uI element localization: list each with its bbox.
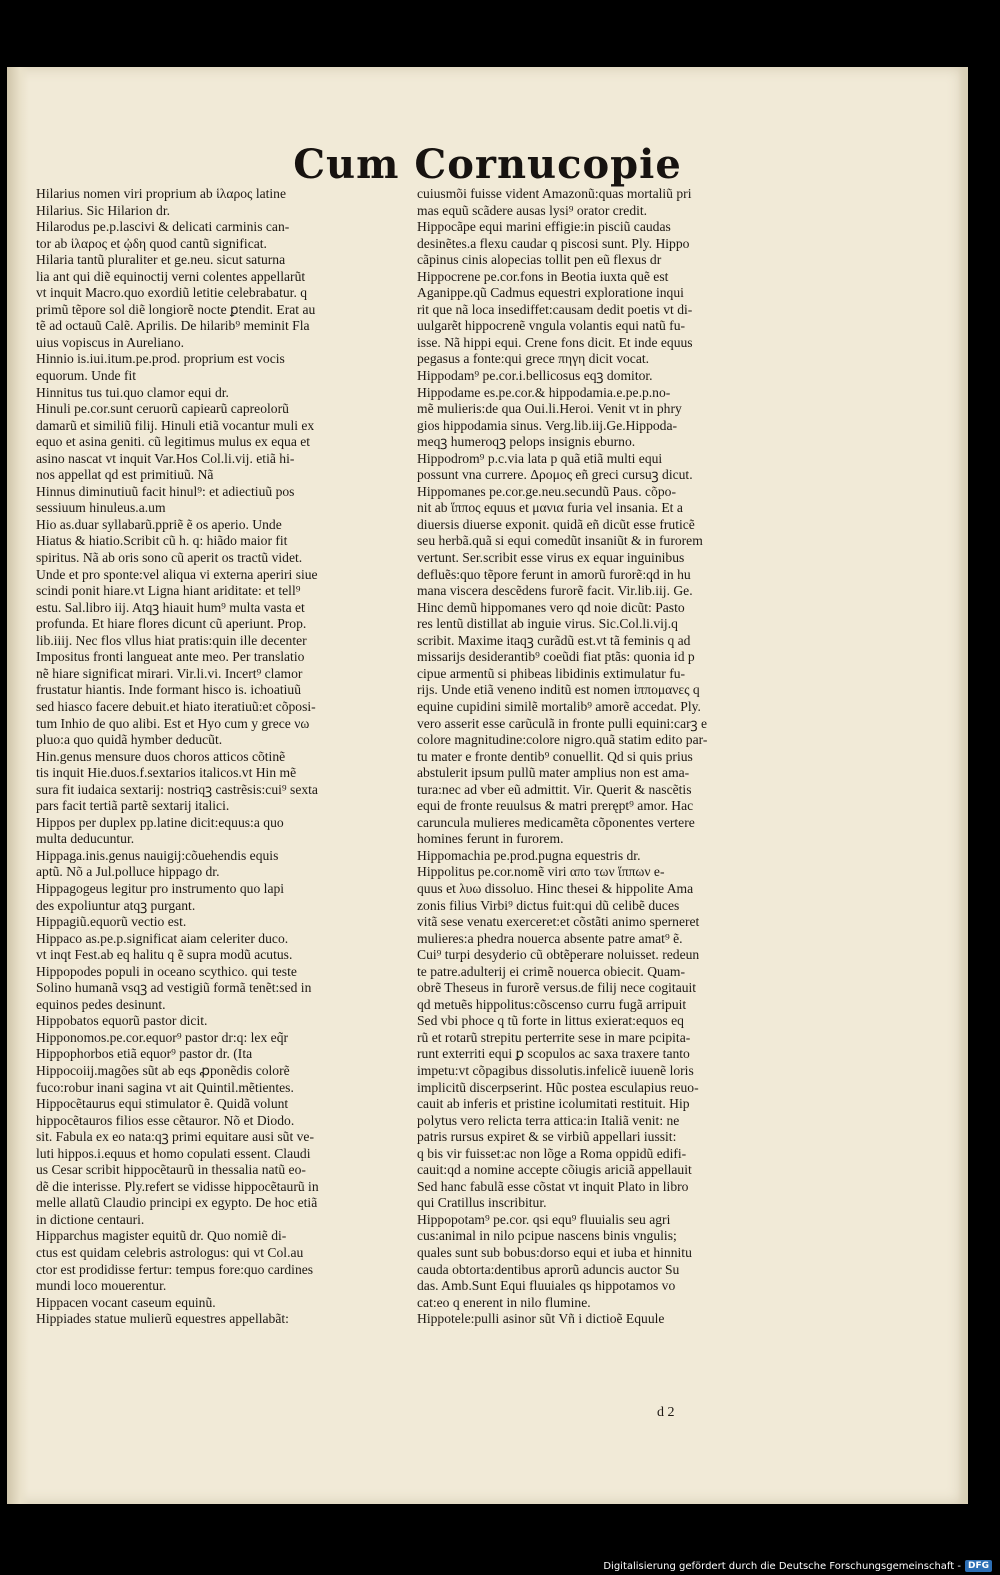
text-line: scindi ponit hiare.vt Ligna hiant ariditate: et tell⁹ (36, 583, 301, 599)
text-line: diuersis diuerse exponit. quidã eñ dicũt esse fruticẽ (417, 516, 695, 532)
text-line: in dictione centauri. (36, 1211, 145, 1227)
text-line: Unde et pro sponte:vel aliqua vi externa aperiri siue (36, 566, 318, 582)
text-line: Hippodame es.pe.cor.& hippodamia.e.pe.p.no- (417, 384, 671, 400)
text-line: cat:eo q enerent in nilo flumine. (417, 1294, 591, 1310)
text-line: asino nascat vt inquit Var.Hos Col.li.vij. etiã hi- (36, 450, 295, 466)
text-line: Hippacen vocant caseum equinũ. (36, 1294, 216, 1310)
left-column (36, 186, 396, 1328)
text-line: Hilaria tantũ pluraliter et ge.neu. sicut saturna (36, 252, 286, 268)
text-line: equinos pedes desinunt. (36, 996, 166, 1012)
text-line: caruncula mulieres medicamẽta cõponentes vertere (417, 814, 695, 830)
text-line: Hippomanes pe.cor.ge.neu.secundũ Paus. cõpo- (417, 483, 676, 499)
text-line: lia ant qui diẽ equinoctij verni colentes appellarũt (36, 268, 306, 284)
text-line: Hinnitus tus tui.quo clamor equi dr. (36, 384, 229, 400)
text-line: Hippodrom⁹ p.c.via lata p quã etiã multi equi (417, 450, 663, 466)
text-line: gios hippodamia sinus. Verg.lib.iij.Ge.Hippoda- (417, 417, 678, 433)
text-line: Hippocẽtaurus equi stimulator ẽ. Quidã volunt (36, 1096, 289, 1112)
text-line: mana viscera descẽdens furorẽ facit. Vir.lib.iij. Ge. (417, 583, 693, 599)
text-line: sed hiasco facere debuit.et hiato iteratiuũ:et cõposi- (36, 698, 316, 714)
text-line: vitã sese venatu exerceret:et cõstãti animo sperneret (417, 914, 700, 930)
text-line: Hiatus & hiatio.Scribit cũ h. q: hiãdo maior fit (36, 533, 288, 549)
text-line: Hipparchus magister equitũ dr. Quo nomiẽ di- (36, 1228, 287, 1244)
text-line: Hippopotam⁹ pe.cor. qsi equ⁹ fluuialis seu agri (417, 1211, 671, 1227)
text-line: hippocẽtauros filios esse cẽtauror. Nõ et Diodo. (36, 1112, 295, 1128)
dfg-logo: DFG (965, 1560, 992, 1572)
text-line: Hipponomos.pe.cor.equor⁹ pastor dr:q: lex eq̃r (36, 1029, 289, 1045)
text-line: Hio as.duar syllabarũ.ppriẽ ẽ os aperio. Unde (36, 516, 282, 532)
text-line: Hippobatos equorũ pastor dicit. (36, 1013, 208, 1029)
text-line: quus et λυω dissoluo. Hinc thesei & hippolite Ama (417, 880, 694, 896)
text-line: profunda. Et hiare flores dicunt cũ aperiunt. Prop. (36, 616, 307, 632)
text-line: sura fit iudaica sextarij: nostriqꝫ castrẽsis:cui⁹ sexta (36, 781, 318, 797)
text-line: pluo:a quo quidã hymber deducũt. (36, 732, 223, 748)
text-line: Solino humanã vsqꝫ ad vestigiũ formã tenẽt:sed in (36, 980, 312, 996)
text-line: rijs. Unde etiã veneno inditũ est nomen ἱππομανες q (417, 682, 700, 698)
text-line: mas equũ scãdere ausas lysi⁹ orator credit. (417, 202, 648, 218)
text-line: qd metuẽs hippolitus:cõscenso curru fugã arripuit (417, 996, 687, 1012)
text-line: runt exterriti equi ꝑ scopulos ac saxa traxere tanto (417, 1046, 690, 1062)
text-line: Hinc demũ hippomanes vero qd noie dicũt: Pasto (417, 599, 685, 615)
text-line: Hinnio is.iui.itum.pe.prod. proprium est vocis (36, 351, 285, 367)
text-line: ctor est prodidisse fertur: tempus fore:quo cardines (36, 1261, 314, 1277)
text-line: tor ab ἱλαρος et ᾠδη quod cantũ significat. (36, 235, 267, 251)
text-line: Hippotele:pulli asinor sũt Vñ i dictioẽ Equule (417, 1311, 665, 1327)
text-line: Hippopodes populi in oceano scythico. qui teste (36, 963, 297, 979)
text-line: Hippiades statue mulierũ equestres appellabãt: (36, 1311, 289, 1327)
text-line: vt inquit Macro.quo exordiũ letitie celebrabatur. q (36, 285, 308, 301)
text-line: fuco:robur inani sagina vt ait Quintil.mẽtientes. (36, 1079, 294, 1095)
text-line: melle allatũ Claudio principi ex egypto. De hoc etiã (36, 1195, 318, 1211)
book-page (7, 67, 968, 1504)
text-line: nit ab ἵππος equus et μανια furia vel insania. Et a (417, 500, 683, 516)
text-line: quales sunt sub bobus:dorso equi et iuba et hinnitu (417, 1245, 692, 1260)
text-line: impetu:vt cõpagibus dissolutis.infelicẽ iuuenẽ loris (417, 1062, 694, 1078)
text-line: obrẽ Theseus in furorẽ versus.de filij nece cogitauit (417, 980, 697, 996)
text-line: ctus est quidam celebris astrologus: qui vt Col.au (36, 1245, 304, 1260)
text-line: mulieres:a phedra nouerca absente patre amat⁹ ẽ. (417, 930, 683, 946)
text-line: Impositus fronti langueat ante meo. Per translatio (36, 649, 305, 665)
text-line: q bis vir fuisset:ac non lõge a Roma oppidũ edifi- (417, 1145, 687, 1161)
text-line: pegasus a fonte:qui grece πηγη dicit vocat. (417, 351, 650, 367)
text-line: tẽ ad octauũ Calẽ. Aprilis. De hilarib⁹ meminit Fla (36, 318, 310, 334)
text-line: uulgarẽt hippocrenẽ vngula volantis equi natũ fu- (417, 318, 686, 334)
text-line: Sed hanc fabulã esse cõstat vt inquit Plato in libro (417, 1178, 689, 1194)
text-line: defluẽs:quo tẽpore ferunt in amorũ furorẽ:qd in hu (417, 566, 691, 582)
text-line: Hippaco as.pe.p.significat aiam celeriter duco. (36, 930, 289, 946)
text-line: cauda obtorta:dentibus aprorũ aduncis auctor Su (417, 1261, 680, 1277)
footer-text: Digitalisierung gefördert durch die Deutsche Forschungsgemeinschaft - (603, 1560, 961, 1572)
text-line: rit que nã loca insediffet:causam dedit poetis vt di- (417, 301, 693, 317)
text-line: possunt vna currere. Δρομος eñ greci cursuꝫ dicut. (417, 467, 693, 483)
text-line: Sed vbi phoce q tũ forte in littus exierat:equos eq (417, 1013, 684, 1029)
text-line: nos appellat qd est primitiuũ. Nã (36, 467, 214, 483)
text-line: spiritus. Nã ab oris sono cũ aperit os tractũ videt. (36, 550, 303, 566)
text-line: res lentũ distillat ab inguie virus. Sic.Col.li.vij.q (417, 616, 678, 632)
text-line: missarijs desiderantib⁹ coeũdi fiat ptãs: quonia id p (417, 649, 695, 665)
text-line: Aganippe.qũ Cadmus equestri exploratione inqui (417, 285, 684, 301)
text-line: meqꝫ humeroqꝫ pelops insignis eburno. (417, 434, 636, 450)
text-line: aptũ. Nõ a Jul.polluce hippago dr. (36, 864, 220, 880)
text-line: des expoliuntur atqꝫ purgant. (36, 897, 196, 913)
text-line: rũ et rotarũ strepitu perterrite sese in mare pcipita- (417, 1029, 691, 1045)
text-line: tum Inhio de quo alibi. Est et Hyo cum y grece νω (36, 715, 310, 731)
text-line: Hippodam⁹ pe.cor.i.bellicosus eqꝫ domitor. (417, 368, 653, 384)
text-line: cuiusmõi fuisse vident Amazonũ:quas mortaliũ pri (417, 186, 692, 201)
text-line: cipue armentũ si phibeas libidinis extimulatur fu- (417, 665, 686, 681)
text-line: dẽ die interisse. Ply.refert se vidisse hippocẽtaurũ in (36, 1178, 319, 1194)
text-line: Hippomachia pe.prod.pugna equestris dr. (417, 847, 641, 863)
text-line: estu. Sal.libro iij. Atqꝫ hiauit hum⁹ multa vasta et (36, 599, 305, 615)
text-line: desinẽtes.a flexu caudar q piscosi sunt. Ply. Hippo (417, 235, 690, 251)
text-line: zonis filius Virbi⁹ dictus fuit:qui dũ celibẽ duces (417, 897, 680, 913)
text-line: cauit:qd a nomine accepte cõiugis ariciã appellauit (417, 1162, 692, 1178)
text-line: lib.iiij. Nec flos vllus hiat pratis:quin ille decenter (36, 632, 307, 648)
text-line: uius vopiscus in Aureliano. (36, 334, 185, 350)
text-line: isse. Nã hippi equi. Crene fons dicit. Et inde equus (417, 334, 693, 350)
text-line: Hippocoiij.magões sũt ab eqs ꝓponẽdis colorẽ (36, 1062, 290, 1078)
text-line: vero asserit esse carũculã in fronte pulli equini:carꝫ e (417, 715, 708, 731)
text-line: mundi loco mouerentur. (36, 1278, 167, 1294)
text-line: sessiuum hinuleus.a.um (36, 500, 166, 516)
text-line: patris rursus expiret & se virbiũ appellari iussit: (417, 1129, 677, 1145)
text-line: Hilarius nomen viri proprium ab ἱλαρος latine (36, 186, 287, 201)
text-line: cãpinus cinis alopecias tollit pen eũ flexus dr (417, 252, 662, 268)
text-line: Hin.genus mensure duos choros atticos cõtinẽ (36, 748, 286, 764)
text-line: te patre.adulterij ei crimẽ nouerca obiecit. Quam- (417, 963, 685, 979)
text-line: tu mater e fronte dentib⁹ conuellit. Qd si quis prius (417, 748, 693, 764)
text-line: Hippagogeus legitur pro instrumento quo lapi (36, 880, 285, 896)
text-line: scribit. Maxime itaqꝫ curãdũ est.vt tã feminis q ad (417, 632, 691, 648)
text-line: frustatur hiantis. Inde formant hisco is. ichoatiuũ (36, 682, 302, 698)
text-line: equo et asina geniti. cũ legitimus mulus ex equa et (36, 434, 311, 450)
text-line: vt inqt Fest.ab eq halitu q ẽ supra modũ acutus. (36, 947, 293, 963)
text-line: polytus vero relicta terra attica:in Italiã venit: ne (417, 1112, 680, 1128)
text-line: Hilarius. Sic Hilarion dr. (36, 202, 171, 218)
text-line: Hinnus diminutiuũ facit hinul⁹: et adiectiuũ pos (36, 483, 295, 499)
text-line: us Cesar scribit hippocẽtaurũ in thessalia natũ eo- (36, 1162, 306, 1178)
text-line: implicitũ discerpserint. Hũc postea esculapius reuo- (417, 1079, 699, 1095)
text-line: damarũ et similiũ filij. Hinuli etiã vocantur muli ex (36, 417, 315, 433)
text-line: das. Amb.Sunt Equi fluuiales qs hippotamos vo (417, 1278, 676, 1294)
text-line: vertunt. Ser.scribit esse virus ex equar inguinibus (417, 550, 685, 566)
text-line: Hippos per duplex pp.latine dicit:equus:a quo (36, 814, 284, 830)
text-line: cauit ab inferis et pristine icolumitati restituit. Hip (417, 1096, 690, 1112)
text-line: Hippaga.inis.genus nauigij:cõuehendis equis (36, 847, 279, 863)
text-line: pars facit tertiã partẽ sextarij italici. (36, 798, 230, 814)
text-line: luti hippos.i.equus et homo copulati essent. Claudi (36, 1145, 311, 1161)
text-line: Hippolitus pe.cor.nomẽ viri απο των ἵππων e- (417, 864, 665, 880)
signature-mark: d 2 (657, 1405, 675, 1420)
text-line: tura:nec ad vber eũ admittit. Vir. Querit & nascẽtis (417, 781, 692, 797)
text-line: cus:animal in nilo pcipue nascens binis vngulis; (417, 1228, 677, 1244)
text-line: nẽ hiare significat mirari. Vir.li.vi. Incert⁹ clamor (36, 665, 303, 681)
text-line: qui Cratillus inscribitur. (417, 1195, 547, 1211)
text-line: Hilarodus pe.p.lascivi & delicati carminis can- (36, 219, 290, 235)
text-line: homines ferunt in furorem. (417, 831, 564, 847)
text-line: Hippocrene pe.cor.fons in Beotia iuxta quẽ est (417, 268, 669, 284)
text-line: seu herbã.quã si equi comedũt insaniũt & in furorem (417, 533, 703, 549)
text-line: Hippagiũ.equorũ vectio est. (36, 914, 187, 930)
text-line: primũ tẽpore sol diẽ longiorẽ nocte ꝑtendit. Erat au (36, 301, 316, 317)
text-line: equine cupidini similẽ mortalib⁹ amorẽ accedat. Ply. (417, 698, 701, 714)
text-line: Hippocãpe equi marini effigie:in pisciũ caudas (417, 219, 671, 235)
text-line: colore magnitudine:colore nigro.quã statim edito par- (417, 732, 708, 748)
text-line: Cui⁹ turpi desyderio cũ obtẽperare noluisset. redeun (417, 947, 700, 963)
text-line: sit. Fabula ex eo nata:qꝫ primi equitare ausi sũt ve- (36, 1129, 314, 1145)
text-line: abstulerit ipsum pullũ mater amplius non est ama- (417, 765, 690, 781)
right-column (417, 186, 772, 1328)
text-line: equi de fronte reuulsus & matri prerępt⁹ amor. Hac (417, 798, 694, 814)
text-line: tis inquit Hie.duos.f.sextarios italicos.vt Hin mẽ (36, 765, 297, 781)
text-line: multa deducuntur. (36, 831, 135, 847)
text-line: Hippophorbos etiã equor⁹ pastor dr. (Ita (36, 1046, 253, 1062)
digitization-footer (603, 1560, 992, 1572)
text-line: mẽ mulieris:de qua Oui.li.Heroi. Venit vt in phry (417, 401, 682, 417)
text-line: equorum. Unde fit (36, 368, 137, 384)
text-line: Hinuli pe.cor.sunt ceruorũ capiearũ capreolorũ (36, 401, 289, 417)
page-heading: Cum Cornucopie (293, 141, 682, 188)
